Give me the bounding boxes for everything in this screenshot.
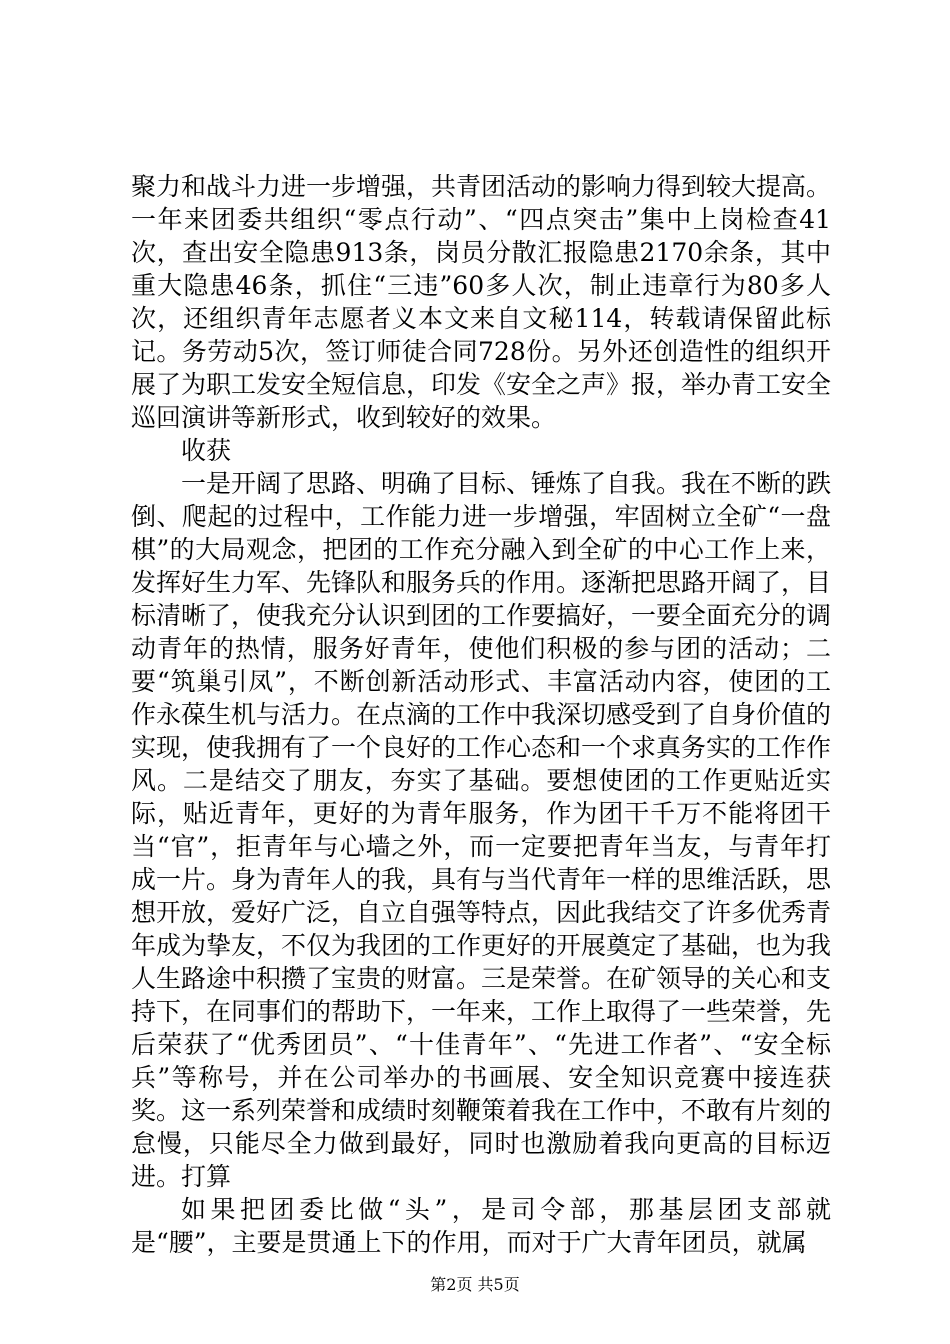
page-footer: 第2页 共5页 bbox=[430, 1275, 520, 1294]
paragraph-plan: 如果把团委比做“头”，是司令部，那基层团支部就是“腰”，主要是贯通上下的作用，而对于广大青年团员，就属 bbox=[131, 1195, 831, 1257]
paragraph-continuation: 聚力和战斗力进一步增强，共青团活动的影响力得到较大提高。一年来团委共组织“零点行动”、“四点突击”集中上岗检查41次，查出安全隐患913条，岗员分散汇报隐患2170余条，其中重大隐患46条，抓住“三违”60多人次，制止违章行为80多人次，还组织青年志愿者义本文来自文秘114，转载请保留此标记。务劳动5次，签订师徒合同728份。另外还创造性的组织开展了为职工发安全短信息，印发《安全之声》报，举办青工安全巡回演讲等新形式，收到较好的效果。 bbox=[131, 172, 832, 432]
paragraph-harvest: 一是开阔了思路、明确了目标、锤炼了自我。我在不断的跌倒、爬起的过程中，工作能力进一步增强，牢固树立全矿“一盘棋”的大局观念，把团的工作充分融入到全矿的中心工作上来，发挥好生力军、先锋队和服务兵的作用。逐渐把思路开阔了，目标清晰了，使我充分认识到团的工作要搞好，一要全面充分的调动青年的热情，服务好青年，使他们积极的参与团的活动；二要“筑巢引凤”，不断创新活动形式、丰富活动内容，使团的工作永葆生机与活力。在点滴的工作中我深切感受到了自身价值的实现，使我拥有了一个良好的工作心态和一个求真务实的工作作风。二是结交了朋友，夯实了基础。要想使团的工作更贴近实际，贴近青年，更好的为青年服务，作为团干千万不能将团干当“官”，拒青年与心墙之外，而一定要把青年当友，与青年打成一片。身为青年人的我，具有与当代青年一样的思维活跃，思想开放，爱好广泛，自立自强等特点，因此我结交了许多优秀青年成为挚友，不仅为我团的工作更好的开展奠定了基础，也为我人生路途中积攒了宝贵的财富。三是荣誉。在矿领导的关心和支持下，在同事们的帮助下，一年来，工作上取得了一些荣誉，先后荣获了“优秀团员”、“十佳青年”、“先进工作者”、“安全标兵”等称号，并在公司举办的书画展、安全知识竞赛中接连获奖。这一系列荣誉和成绩时刻鞭策着我在工作中，不敢有片刻的怠慢，只能尽全力做到最好，同时也激励着我向更高的目标迈进。打算 bbox=[131, 469, 832, 1191]
section-heading-harvest: 收获 bbox=[181, 436, 232, 465]
document-body bbox=[131, 170, 831, 1259]
